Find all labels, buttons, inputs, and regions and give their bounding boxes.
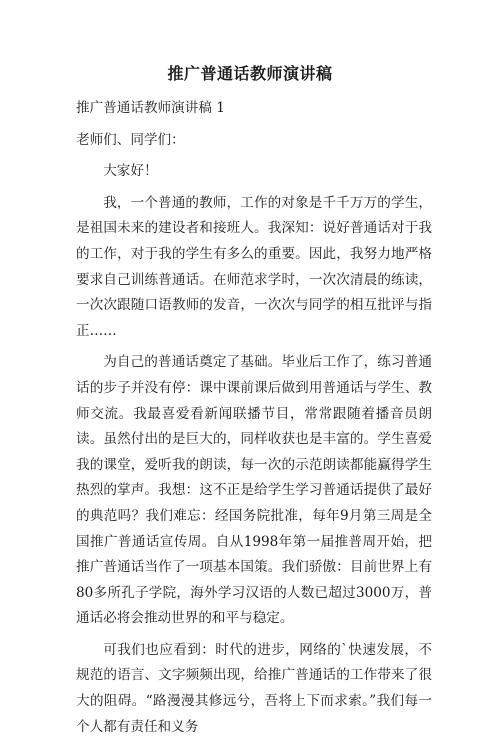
greeting: 大家好！ [103,163,158,180]
document-body [76,96,432,740]
document-subtitle: 推广普通话教师演讲稿 1 [76,100,225,116]
salutation: 老师们、同学们： [76,131,185,148]
paragraph: 可我们也应看到：时代的进步，网络的`快速发展，不规范的语言、文字频频出现，给推广普通话的工作带来了很大的阻碍。“路漫漫其修远兮，吾将上下而求索。”我们每一个人都有责任和义务 [76,641,432,735]
document-title: 推广普通话教师演讲稿 [167,64,333,83]
paragraph: 为自己的普通话奠定了基础。毕业后工作了，练习普通话的步子并没有停：课中课前课后做到用普通话与学生、教师交流。我最喜爱看新闻联播节目，常常跟随着播音员朗读。虽然付出的是巨大的，同样收获也是丰富的。学生喜爱我的课堂，爱听我的朗读，每一次的示范朗读都能赢得学生热烈的掌声。我想：这不正是给学生学习普通话提供了最好的典范吗？我们难忘：经国务院批准，每年9月第三周是全国推广普通话宣传周。自从1998年第一届推普周开始，把推广普通话当作了一项基本国策。我们骄傲：目前世界上有80多所孔子学院，海外学习汉语的人数已超过3000万，普通话必将会推动世界的和平与稳定。 [76,354,432,627]
paragraph: 我，一个普通的教师，工作的对象是千千万万的学生，是祖国未来的建设者和接班人。我深知：说好普通话对于我的工作，对于我的学生有多么的重要。因此，我努力地严格要求自己训练普通话。在师范求学时，一次次清晨的练读，一次次跟随口语教师的发音，一次次与同学的相互批评与指正…… [76,194,432,339]
